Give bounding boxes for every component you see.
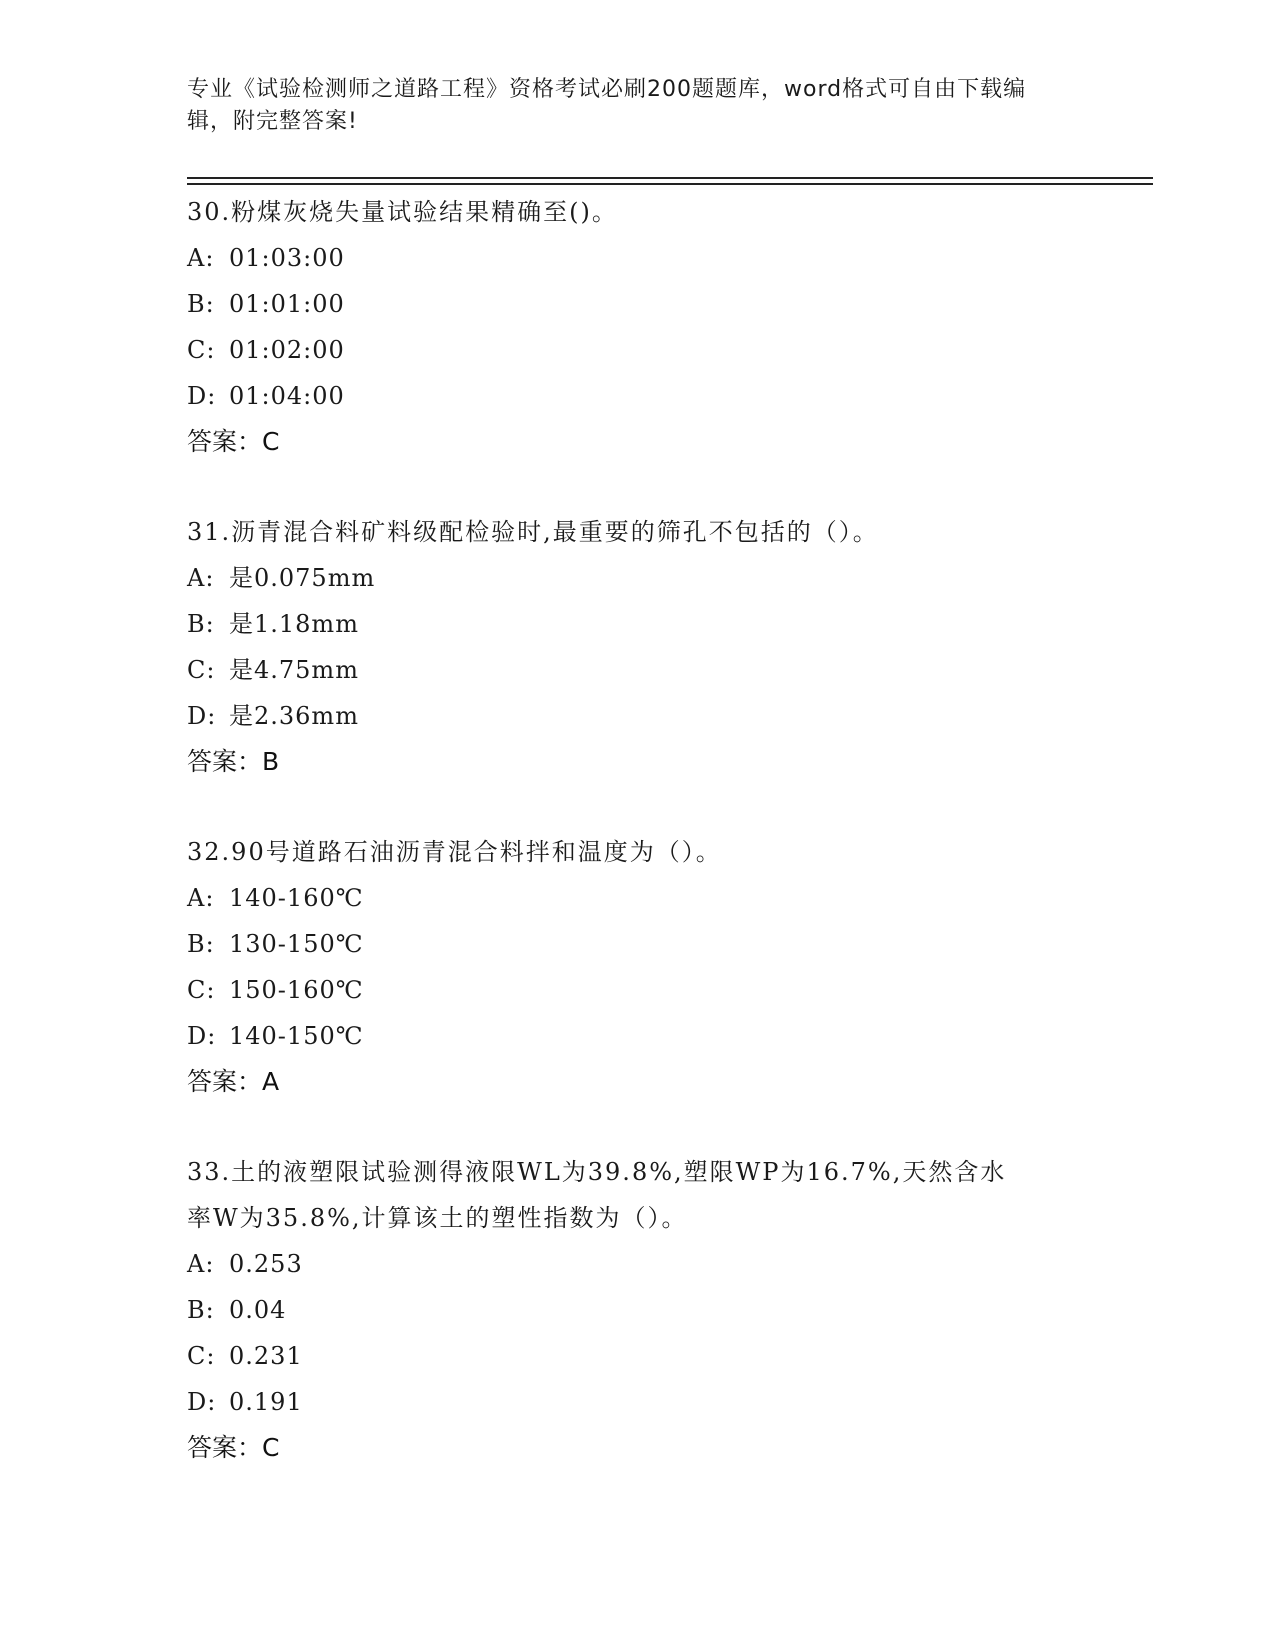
option-text: 01:03:00 bbox=[229, 244, 345, 272]
question-stem-line: 率W为35.8%,计算该土的塑性指数为（）。 bbox=[187, 1204, 688, 1232]
document-header: 专业《试验检测师之道路工程》资格考试必刷200题题库，word格式可自由下载编辑，附完整答案! bbox=[187, 77, 1027, 134]
option-c bbox=[187, 1333, 1087, 1379]
question-stem bbox=[187, 509, 1087, 555]
question-stem bbox=[187, 189, 1087, 235]
option-d bbox=[187, 373, 1087, 419]
option-key: B: bbox=[187, 290, 215, 318]
question-30 bbox=[187, 189, 1087, 465]
option-key: B: bbox=[187, 610, 215, 638]
answer-label: 答案： bbox=[187, 1067, 263, 1096]
option-b bbox=[187, 1287, 1087, 1333]
option-text: 01:04:00 bbox=[229, 382, 345, 410]
option-key: C: bbox=[187, 656, 216, 684]
option-text: 140-160℃ bbox=[229, 884, 364, 912]
option-key: A: bbox=[187, 564, 215, 592]
option-c bbox=[187, 327, 1087, 373]
option-text: 0.253 bbox=[229, 1250, 303, 1278]
option-text: 140-150℃ bbox=[229, 1022, 364, 1050]
question-32 bbox=[187, 829, 1087, 1105]
answer-line bbox=[187, 1425, 1087, 1471]
option-text: 是2.36mm bbox=[229, 702, 359, 730]
option-key: A: bbox=[187, 244, 215, 272]
option-key: A: bbox=[187, 1250, 215, 1278]
option-a bbox=[187, 555, 1087, 601]
option-b bbox=[187, 281, 1087, 327]
option-key: D: bbox=[187, 1388, 217, 1416]
option-text: 01:02:00 bbox=[229, 336, 345, 364]
answer-value: C bbox=[262, 1433, 280, 1462]
option-key: D: bbox=[187, 382, 217, 410]
answer-line bbox=[187, 739, 1087, 785]
option-d bbox=[187, 1379, 1087, 1425]
option-text: 130-150℃ bbox=[229, 930, 364, 958]
option-key: B: bbox=[187, 1296, 215, 1324]
option-key: C: bbox=[187, 336, 216, 364]
option-text: 0.191 bbox=[229, 1388, 303, 1416]
option-key: C: bbox=[187, 976, 216, 1004]
answer-label: 答案： bbox=[187, 1433, 263, 1462]
question-stem-line: 30.粉煤灰烧失量试验结果精确至()。 bbox=[187, 198, 618, 226]
option-d bbox=[187, 693, 1087, 739]
option-key: A: bbox=[187, 884, 215, 912]
option-key: B: bbox=[187, 930, 215, 958]
option-d bbox=[187, 1013, 1087, 1059]
header-rule-bottom bbox=[187, 183, 1153, 185]
option-text: 0.04 bbox=[229, 1296, 287, 1324]
question-33 bbox=[187, 1149, 1087, 1471]
option-text: 01:01:00 bbox=[229, 290, 345, 318]
option-text: 是0.075mm bbox=[229, 564, 376, 592]
option-key: C: bbox=[187, 1342, 216, 1370]
answer-line bbox=[187, 419, 1087, 465]
option-text: 150-160℃ bbox=[229, 976, 364, 1004]
question-stem-line: 31.沥青混合料矿料级配检验时,最重要的筛孔不包括的（）。 bbox=[187, 518, 879, 546]
header-rule-top bbox=[187, 177, 1153, 179]
option-a bbox=[187, 875, 1087, 921]
option-key: D: bbox=[187, 702, 217, 730]
question-stem-line: 33.土的液塑限试验测得液限WL为39.8%,塑限WP为16.7%,天然含水 bbox=[187, 1158, 1007, 1186]
answer-label: 答案： bbox=[187, 747, 263, 776]
option-key: D: bbox=[187, 1022, 217, 1050]
option-a bbox=[187, 1241, 1087, 1287]
question-stem bbox=[187, 1149, 1087, 1241]
option-c bbox=[187, 647, 1087, 693]
option-text: 0.231 bbox=[229, 1342, 303, 1370]
answer-value: B bbox=[262, 747, 280, 776]
answer-value: C bbox=[262, 427, 280, 456]
question-stem bbox=[187, 829, 1087, 875]
option-a bbox=[187, 235, 1087, 281]
answer-label: 答案： bbox=[187, 427, 263, 456]
option-c bbox=[187, 967, 1087, 1013]
option-b bbox=[187, 601, 1087, 647]
option-text: 是1.18mm bbox=[229, 610, 359, 638]
question-stem-line: 32.90号道路石油沥青混合料拌和温度为（）。 bbox=[187, 838, 722, 866]
question-31 bbox=[187, 509, 1087, 785]
option-text: 是4.75mm bbox=[229, 656, 359, 684]
option-b bbox=[187, 921, 1087, 967]
answer-line bbox=[187, 1059, 1087, 1105]
answer-value: A bbox=[262, 1067, 280, 1096]
